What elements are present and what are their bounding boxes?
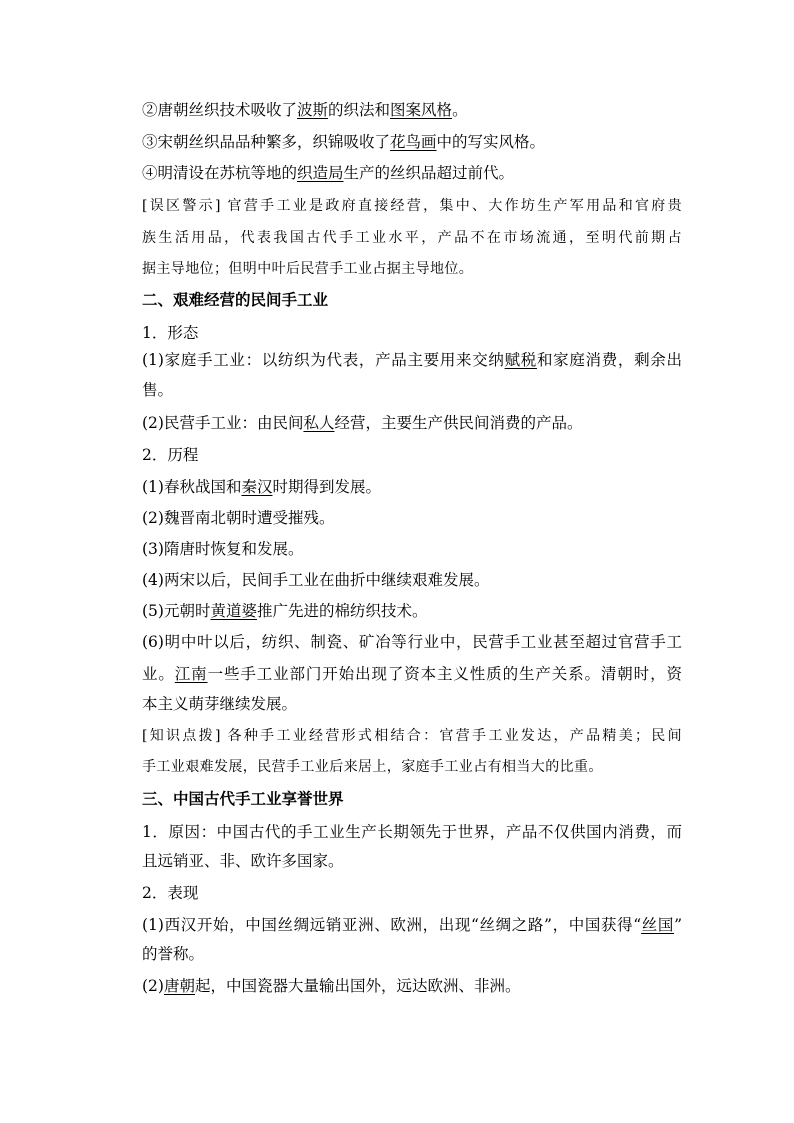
text-line: [142, 445, 682, 465]
text-line: [142, 100, 682, 120]
text-segment: (6)明中叶以后，纺织、制瓷、矿冶等行业中，民营手工业甚至超过官营手工: [142, 633, 682, 651]
text-segment: ③宋朝丝织品品种繁多，织锦吸收了: [142, 133, 391, 151]
underlined-term: 波斯: [297, 101, 329, 119]
text-line: [142, 539, 682, 559]
underlined-term: 花鸟画: [390, 133, 437, 151]
text-segment: 经营，主要生产供民间消费的产品。: [334, 414, 583, 432]
underlined-term: 丝国: [641, 916, 675, 934]
note-line: [142, 196, 682, 216]
text-segment: 和家庭消费，剩余出: [536, 351, 682, 369]
text-segment: (1)家庭手工业：以纺织为代表，产品主要用来交纳: [142, 351, 505, 369]
text-segment: (2)魏晋南北朝时遭受摧残。: [142, 509, 335, 527]
text-segment: ④明清设在苏杭等地的: [142, 164, 298, 182]
text-segment: 一些手工业部门开始出现了资本主义性质的生产关系。清朝时，资: [207, 665, 682, 683]
text-segment: (2)民营手工业：由民间: [142, 414, 304, 432]
text-line: [142, 694, 682, 714]
text-line: [142, 822, 682, 842]
text-line: [142, 413, 682, 433]
text-line: [142, 883, 682, 903]
text-line: [142, 350, 682, 370]
text-line: [142, 163, 682, 183]
text-segment: 据主导地位；但明中叶后民营手工业占据主导地位。: [142, 261, 474, 277]
section-heading: [142, 789, 682, 809]
underlined-term: 唐朝: [163, 977, 195, 995]
note-line: [142, 757, 682, 777]
note-line: [142, 726, 682, 746]
text-segment: ②唐朝丝织技术吸收了: [142, 101, 298, 119]
text-segment: (5)元朝时: [142, 602, 211, 620]
underlined-term: 私人: [303, 414, 335, 432]
text-segment: 起，中国瓷器大量输出国外，远达欧洲、非洲。: [194, 977, 521, 995]
underlined-term: 赋税: [504, 351, 537, 369]
text-segment: 时期得到发展。: [272, 478, 381, 496]
note-label: [知识点拨]: [142, 728, 221, 744]
text-segment: 族生活用品，代表我国古代手工业水平，产品不在市场流通，至明代前期占: [142, 230, 682, 246]
text-segment: (3)隋唐时恢复和发展。: [142, 540, 304, 558]
text-line: [142, 477, 682, 497]
text-line: [142, 508, 682, 528]
text-line: [142, 132, 682, 152]
underlined-term: 图案风格: [390, 101, 453, 119]
text-segment: 售。: [142, 381, 174, 399]
text-line: [142, 380, 682, 400]
section-heading: [142, 290, 682, 310]
text-segment: 1．形态: [142, 324, 199, 342]
text-segment: 推广先进的棉纺织技术。: [256, 602, 428, 620]
text-segment: 二、艰难经营的民间手工业: [142, 290, 329, 309]
text-line: [142, 851, 682, 871]
text-segment: 。: [452, 101, 468, 119]
text-segment: 的织法和: [328, 101, 391, 119]
text-segment: 业。: [142, 665, 175, 683]
text-line: [142, 323, 682, 343]
text-line: [142, 601, 682, 621]
text-segment: 生产的丝织品超过前代。: [343, 164, 515, 182]
note-label: [误区警示]: [142, 198, 221, 214]
text-segment: 且远销亚、非、欧许多国家。: [142, 852, 344, 870]
text-line: [142, 570, 682, 590]
text-line: [142, 915, 682, 935]
text-segment: 手工业艰难发展，民营手工业后来居上，家庭手工业占有相当大的比重。: [142, 759, 603, 775]
text-segment: 2．历程: [142, 446, 199, 464]
text-segment: 各种手工业经营形式相结合：官营手工业发达，产品精美；民间: [220, 728, 682, 744]
underlined-term: 江南: [174, 665, 208, 683]
text-segment: (4)两宋以后，民间手工业在曲折中继续艰难发展。: [142, 571, 490, 589]
underlined-term: 织造局: [297, 164, 344, 182]
note-line: [142, 228, 682, 248]
text-segment: 1．原因：中国古代的手工业生产长期领先于世界，产品不仅供国内消费，而: [142, 823, 682, 841]
text-segment: 官营手工业是政府直接经营，集中、大作坊生产军用品和官府贵: [220, 198, 682, 214]
text-segment: 的誉称。: [142, 945, 205, 963]
text-segment: 2．表现: [142, 884, 199, 902]
underlined-term: 秦汉: [241, 478, 273, 496]
text-segment: ”: [674, 916, 682, 934]
text-line: [142, 632, 682, 652]
underlined-term: 黄道婆: [210, 602, 257, 620]
note-line: [142, 259, 682, 279]
text-segment: 三、中国古代手工业享誉世界: [142, 789, 344, 808]
text-line: [142, 976, 682, 996]
text-segment: (2): [142, 977, 164, 995]
text-segment: (1)春秋战国和: [142, 478, 242, 496]
text-line: [142, 944, 682, 964]
text-segment: (1)西汉开始，中国丝绸远销亚洲、欧洲，出现“丝绸之路”，中国获得“: [142, 916, 642, 934]
text-segment: 本主义萌芽继续发展。: [142, 695, 298, 713]
text-line: [142, 664, 682, 684]
text-segment: 中的写实风格。: [436, 133, 546, 151]
